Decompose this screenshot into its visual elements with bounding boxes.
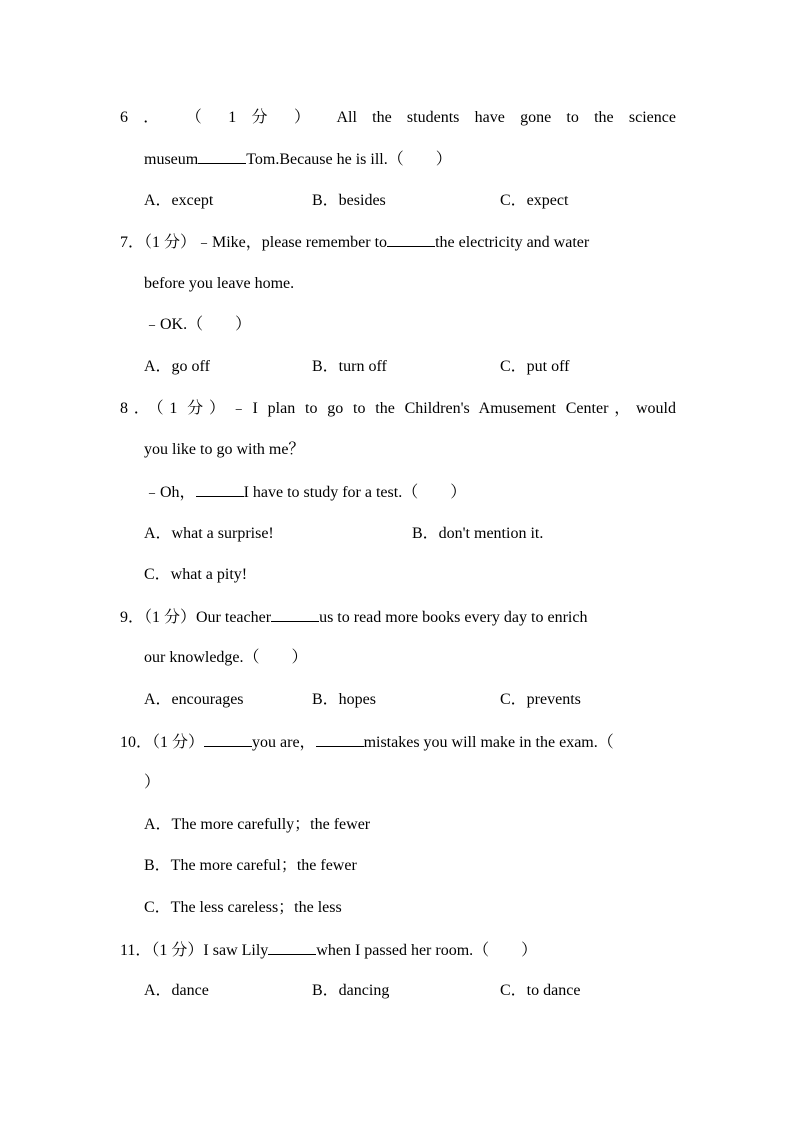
question-11-option-a: A．dance: [144, 982, 209, 999]
question-7-option-a: A．go off: [144, 358, 210, 375]
question-8-reply: [144, 482, 676, 503]
question-9-text: [120, 607, 676, 628]
question-10-text-part: you are，: [252, 734, 316, 751]
question-6-option-b: B．besides: [312, 192, 386, 209]
question-6-text-part: Tom.Because he is ill.（ ）: [246, 151, 452, 168]
answer-blank: [198, 149, 246, 164]
question-8-text-part: I have to study for a test.（ ）: [243, 484, 467, 501]
question-9-option-b: B．hopes: [312, 691, 377, 708]
question-10-option-b: B．The more careful；the fewer: [144, 857, 357, 874]
question-7-text-part: the electricity and water: [435, 234, 590, 251]
question-9-text-part: us to read more books every day to enrich: [319, 609, 588, 626]
answer-blank: [316, 732, 364, 747]
question-8-text: 8．（1 分）﹣I plan to go to the Children's Amusement Center，would: [120, 400, 676, 417]
question-11-text-part: when I passed her room.（ ）: [316, 942, 538, 959]
question-7-text: [120, 232, 676, 253]
question-7-reply: ﹣OK.（ ）: [144, 316, 252, 333]
question-7-option-b: B．turn off: [312, 358, 387, 375]
question-11-text: [120, 940, 676, 961]
question-10-option-c: C．The less careless；the less: [144, 899, 342, 916]
answer-blank: [387, 232, 435, 247]
question-6-text-part: museum: [144, 151, 199, 168]
question-10-text-part: mistakes you will make in the exam.（: [363, 734, 614, 751]
question-8-text-part: ﹣Oh，: [144, 484, 196, 501]
question-8-option-a: A．what a surprise!: [144, 525, 274, 542]
question-6-text-cont: [144, 149, 676, 170]
answer-blank: [204, 732, 252, 747]
question-11-text-part: 11．（1 分）I saw Lily: [120, 942, 269, 959]
question-7-option-c: C．put off: [500, 358, 570, 375]
question-9-text-part: 9．（1 分）Our teacher: [120, 609, 272, 626]
answer-blank: [196, 482, 244, 497]
question-8-text-cont: you like to go with me？: [144, 441, 305, 458]
question-8-option-b: B．don't mention it.: [412, 525, 544, 542]
question-9-option-c: C．prevents: [500, 691, 581, 708]
question-9-option-a: A．encourages: [144, 691, 244, 708]
question-10-text: [120, 732, 676, 753]
question-8-option-c: C．what a pity!: [144, 566, 248, 583]
answer-blank: [268, 940, 316, 955]
question-10-text-part: 10．（1 分）: [120, 734, 205, 751]
question-11-option-c: C．to dance: [500, 982, 581, 999]
question-11-option-b: B．dancing: [312, 982, 390, 999]
question-7-text-part: 7．（1 分）﹣Mike，please remember to: [120, 234, 388, 251]
question-10-text-cont: ）: [144, 774, 161, 791]
question-6-text: 6 ． （ 1 分 ） All the students have gone to the science: [120, 109, 676, 126]
answer-blank: [271, 607, 319, 622]
question-6-option-c: C．expect: [500, 192, 569, 209]
question-10-option-a: A．The more carefully；the fewer: [144, 816, 371, 833]
question-9-text-cont: our knowledge.（ ）: [144, 649, 308, 666]
question-6-option-a: A．except: [144, 192, 214, 209]
question-7-text-cont: before you leave home.: [144, 275, 295, 292]
